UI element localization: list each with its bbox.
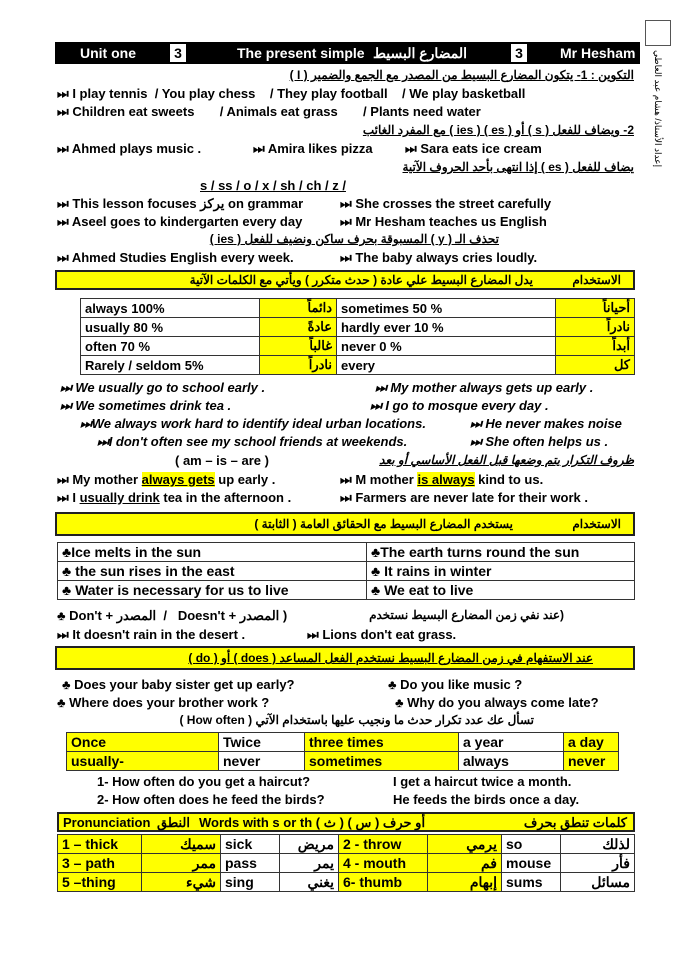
table-cell	[367, 543, 635, 562]
table-cell: 3 – path	[58, 854, 142, 873]
skip-forward-icon: ⏭	[57, 490, 69, 505]
how-often-rule: تسأل عك عدد تكرار حدث ما ونجيب عليها باستخدام الآتي ( How often )	[179, 713, 534, 727]
table-cell: always	[459, 752, 564, 771]
example-line	[253, 141, 373, 157]
example-text: My mother always gets up early .	[390, 380, 594, 395]
adverb-example	[57, 472, 275, 488]
how-often-question: 1- How often do you get a haircut?	[97, 774, 311, 789]
example-text: / You play chess	[154, 86, 256, 101]
club-icon: ♣	[57, 695, 66, 710]
table-cell: Rarely / seldom 5%	[81, 356, 260, 375]
example-text: We sometimes drink tea .	[75, 398, 232, 413]
facts-table	[57, 542, 635, 600]
fact-text: the sun rises in the east	[75, 563, 235, 579]
example-text: Ahmed Studies English every week.	[71, 250, 294, 265]
usage-label: الاستخدام	[572, 517, 621, 531]
table-cell: غالباً	[260, 337, 337, 356]
table-cell: مريض	[280, 835, 339, 854]
skip-forward-icon: ⏭	[57, 104, 69, 119]
fact-text: Water is necessary for us to live	[75, 582, 289, 598]
table-cell: never	[219, 752, 305, 771]
table-row	[81, 337, 635, 356]
question-example	[57, 695, 269, 710]
question-bar	[55, 646, 635, 670]
table-cell	[58, 581, 367, 600]
table-cell: فم	[428, 854, 502, 873]
skip-forward-icon: ⏭	[405, 141, 417, 156]
question-rule: عند الاستفهام في زمن المضارع البسيط نستخدم الفعل المساعد ( does ) أو ( do )	[188, 651, 593, 665]
how-often-answer: He feeds the birds once a day.	[393, 792, 580, 807]
example-text: The baby always cries loudly.	[355, 250, 538, 265]
negation-desc: (عند نفي زمن المضارع البسيط نستخدم	[369, 608, 564, 622]
club-icon: ♣	[388, 677, 397, 692]
table-cell: نادراً	[260, 356, 337, 375]
table-row	[81, 299, 635, 318]
example-text: Farmers are never late for their work .	[355, 490, 588, 505]
table-cell: Once	[67, 733, 219, 752]
table-row	[67, 752, 619, 771]
table-row	[58, 581, 635, 600]
example-text: I play tennis	[72, 86, 148, 101]
ies-rule: تحذف الـ ( y ) المسبوقة بحرف ساكن ونضيف للفعل ( ies )	[209, 232, 499, 246]
example-text: Does your baby sister get up early?	[74, 677, 295, 692]
how-often-question: 2- How often does he feed the birds?	[97, 792, 325, 807]
club-icon: ♣	[62, 563, 72, 579]
example-text: Amira likes pizza	[267, 141, 373, 156]
skip-forward-icon: ⏭	[340, 472, 352, 487]
example-text: I don't often see my school friends at weekends.	[108, 434, 408, 449]
example-text: She often helps us .	[485, 434, 609, 449]
table-cell	[58, 543, 367, 562]
table-cell: pass	[221, 854, 280, 873]
negation-example	[307, 627, 456, 643]
table-cell: 5 –thing	[58, 873, 142, 892]
header-title-ar: المضارع البسيط	[373, 45, 468, 61]
table-cell: so	[502, 835, 561, 854]
neg-text: Doesn't +	[177, 608, 237, 623]
example-text: / Animals eat grass	[219, 104, 338, 119]
table-cell: يرمي	[428, 835, 502, 854]
skip-forward-icon: ⏭	[470, 434, 482, 449]
usage-bar-facts	[55, 512, 635, 536]
skip-forward-icon: ⏭	[253, 141, 265, 156]
club-icon: ♣	[62, 582, 72, 598]
table-row	[58, 543, 635, 562]
example-text: This lesson focuses	[72, 196, 197, 211]
table-row	[58, 873, 635, 892]
club-icon: ♣	[62, 677, 71, 692]
teacher-name: Mr Hesham	[560, 45, 636, 61]
table-cell: Twice	[219, 733, 305, 752]
es-rule: يضاف للفعل ( es ) إذا انتهى بأحد الحروف الآتية	[402, 160, 634, 174]
example-text: / They play football	[269, 86, 388, 101]
pron-title: Pronunciation	[63, 815, 151, 830]
example-text: Mr Hesham teaches us English	[355, 214, 547, 229]
habit-example	[60, 398, 231, 414]
habit-example	[375, 380, 593, 396]
example-text: M mother	[355, 472, 418, 487]
table-cell: every	[337, 356, 556, 375]
negation-example	[57, 627, 245, 643]
habit-example	[370, 398, 549, 414]
club-icon: ♣	[371, 563, 381, 579]
example-text: Children eat sweets	[72, 104, 195, 119]
table-cell: sometimes	[305, 752, 459, 771]
habit-example	[470, 416, 622, 432]
neg-text-ar: المصدر	[116, 608, 157, 623]
table-row	[81, 356, 635, 375]
example-line	[57, 86, 525, 102]
highlight-text: usually drink	[79, 490, 160, 505]
club-icon: ♣	[395, 695, 404, 710]
table-cell: أبداً	[556, 337, 635, 356]
table-cell: hardly ever 10 %	[337, 318, 556, 337]
adverb-rule: ظروف التكرار يتم وضعها قبل الفعل الأساسي أو بعد	[379, 453, 634, 467]
skip-forward-icon: ⏭	[57, 141, 69, 156]
negation-rule: ♣ Don't + المصدر / Doesn't + المصدر )	[57, 608, 288, 623]
table-cell: إبهام	[428, 873, 502, 892]
table-cell: always 100%	[81, 299, 260, 318]
logo-icon	[645, 20, 671, 46]
skip-forward-icon: ⏭	[57, 627, 69, 642]
example-line	[340, 196, 551, 212]
table-cell: usually-	[67, 752, 219, 771]
pronunciation-table	[57, 834, 635, 892]
table-cell: usually 80 %	[81, 318, 260, 337]
adverb-example	[57, 490, 291, 506]
table-cell: sing	[221, 873, 280, 892]
example-line	[57, 104, 481, 120]
adverb-example	[340, 490, 588, 506]
club-icon: ♣	[62, 544, 72, 560]
skip-forward-icon: ⏭	[60, 380, 72, 395]
example-text: tea in the afternoon .	[159, 490, 292, 505]
formation-rule-1: التكوين : 1- يتكون المضارع البسيط من المصدر مع الجمع والضمير ( I )	[289, 68, 634, 82]
table-row	[58, 562, 635, 581]
table-cell: عادةً	[260, 318, 337, 337]
example-text: Aseel goes to kindergarten every day	[71, 214, 303, 229]
example-text: Sara eats ice cream	[420, 141, 542, 156]
skip-forward-icon: ⏭	[57, 86, 69, 101]
table-cell	[58, 562, 367, 581]
example-line	[57, 141, 201, 157]
usage-bar-habits	[55, 270, 635, 290]
table-cell: a year	[459, 733, 564, 752]
club-icon: ♣	[371, 544, 381, 560]
question-example	[62, 677, 295, 692]
table-cell: often 70 %	[81, 337, 260, 356]
table-cell: a day	[564, 733, 619, 752]
table-cell: لذلك	[561, 835, 635, 854]
side-label-text: إعداد الأستاذ/ هشام عبد العاطي	[653, 50, 663, 168]
skip-forward-icon: ⏭	[340, 250, 352, 265]
table-cell: never	[564, 752, 619, 771]
table-cell: فأر	[561, 854, 635, 873]
side-author-label	[643, 20, 673, 190]
club-icon: ♣	[371, 582, 381, 598]
question-example	[388, 677, 522, 692]
table-cell: ممر	[142, 854, 221, 873]
example-text-ar: يركز	[200, 196, 225, 211]
unit-label: Unit one	[80, 45, 136, 61]
example-text: kind to us.	[474, 472, 544, 487]
example-line	[57, 214, 302, 230]
example-text: She crosses the street carefully	[355, 196, 552, 211]
pron-title-ar2: كلمات تنطق بحرف	[523, 815, 627, 830]
table-cell: 4 - mouth	[339, 854, 428, 873]
table-cell: يغني	[280, 873, 339, 892]
skip-forward-icon: ⏭	[470, 416, 482, 431]
usage-desc: يدل المضارع البسيط علي عادة ( حدث متكرر ) ويأتي مع الكلمات الآتية	[189, 273, 533, 287]
page-num-left: 3	[170, 44, 186, 62]
example-text: We always work hard to identify ideal urban locations.	[91, 416, 426, 431]
table-cell: دائماً	[260, 299, 337, 318]
frequency-table	[80, 298, 635, 375]
fact-text: The earth turns round the sun	[380, 544, 580, 560]
fact-text: We eat to live	[384, 582, 474, 598]
question-example	[395, 695, 599, 710]
header-title: The present simple	[237, 45, 365, 61]
example-text: I go to mosque every day .	[385, 398, 549, 413]
skip-forward-icon: ⏭	[340, 490, 352, 505]
example-text: Do you like music ?	[400, 677, 523, 692]
table-cell: كل	[556, 356, 635, 375]
example-line	[340, 250, 537, 266]
table-cell: 6- thumb	[339, 873, 428, 892]
skip-forward-icon: ⏭	[340, 196, 352, 211]
table-row	[81, 318, 635, 337]
table-cell	[367, 581, 635, 600]
example-line	[57, 196, 303, 212]
example-text: Where does your brother work ?	[69, 695, 270, 710]
table-cell: sums	[502, 873, 561, 892]
formation-rule-2: 2- ويضاف للفعل ( s ) أو ( es ) ( ies ) مع المفرد الغائب	[362, 123, 634, 137]
habit-example	[80, 416, 426, 432]
example-text: Ahmed plays music .	[71, 141, 202, 156]
example-text: He never makes noise	[485, 416, 622, 431]
example-text: I	[72, 490, 80, 505]
table-row	[58, 835, 635, 854]
habit-example	[470, 434, 608, 450]
table-cell: سميك	[142, 835, 221, 854]
how-often-table	[66, 732, 619, 771]
page-num-right: 3	[511, 44, 527, 62]
example-text: on grammar	[228, 196, 304, 211]
table-cell: never 0 %	[337, 337, 556, 356]
how-often-answer: I get a haircut twice a month.	[393, 774, 572, 789]
pronunciation-bar	[57, 812, 635, 832]
highlight-text: always gets	[141, 472, 215, 487]
skip-forward-icon: ⏭	[97, 434, 109, 449]
pron-title-ar: النطق	[157, 815, 191, 830]
usage-label: الاستخدام	[572, 273, 621, 287]
skip-forward-icon: ⏭	[307, 627, 319, 642]
table-cell: 1 – thick	[58, 835, 142, 854]
table-cell: 2 - throw	[339, 835, 428, 854]
skip-forward-icon: ⏭	[60, 398, 72, 413]
table-row	[67, 733, 619, 752]
example-text: My mother	[72, 472, 142, 487]
example-text: / We play basketball	[402, 86, 526, 101]
neg-text-ar: المصدر	[239, 608, 280, 623]
skip-forward-icon: ⏭	[370, 398, 382, 413]
example-text: We usually go to school early .	[75, 380, 266, 395]
example-line	[405, 141, 542, 157]
skip-forward-icon: ⏭	[57, 250, 69, 265]
table-cell	[367, 562, 635, 581]
skip-forward-icon: ⏭	[340, 214, 352, 229]
example-line	[57, 250, 294, 266]
skip-forward-icon: ⏭	[57, 472, 69, 487]
habit-example	[97, 434, 407, 450]
header-bar	[55, 42, 640, 64]
club-icon: ♣	[57, 608, 66, 623]
es-letters: s / ss / o / x / sh / ch / z /	[200, 178, 346, 193]
example-line	[340, 214, 547, 230]
example-text: It doesn't rain in the desert .	[72, 627, 246, 642]
skip-forward-icon: ⏭	[375, 380, 387, 395]
skip-forward-icon: ⏭	[57, 214, 69, 229]
table-cell: three times	[305, 733, 459, 752]
table-cell: mouse	[502, 854, 561, 873]
pron-words: Words with s or th ( ث ) أو حرف ( س )	[199, 815, 426, 830]
table-cell: sick	[221, 835, 280, 854]
example-text: Lions don't eat grass.	[322, 627, 457, 642]
adverb-verbs: ( am – is – are )	[175, 453, 269, 468]
table-cell: أحياناً	[556, 299, 635, 318]
example-text: up early .	[214, 472, 276, 487]
table-cell: شيء	[142, 873, 221, 892]
table-row	[58, 854, 635, 873]
neg-text: Don't +	[69, 608, 114, 623]
skip-forward-icon: ⏭	[57, 196, 69, 211]
fact-text: It rains in winter	[384, 563, 492, 579]
usage-desc: يستخدم المضارع البسيط مع الحقائق العامة ( الثابتة )	[254, 517, 513, 531]
example-text: Why do you always come late?	[407, 695, 599, 710]
table-cell: sometimes 50 %	[337, 299, 556, 318]
example-text: / Plants need water	[363, 104, 481, 119]
habit-example	[60, 380, 265, 396]
table-cell: مسائل	[561, 873, 635, 892]
skip-forward-icon: ⏭	[80, 416, 92, 431]
table-cell: يمر	[280, 854, 339, 873]
highlight-text: is always	[417, 472, 475, 487]
table-cell: نادراً	[556, 318, 635, 337]
adverb-example	[340, 472, 543, 488]
fact-text: Ice melts in the sun	[71, 544, 202, 560]
